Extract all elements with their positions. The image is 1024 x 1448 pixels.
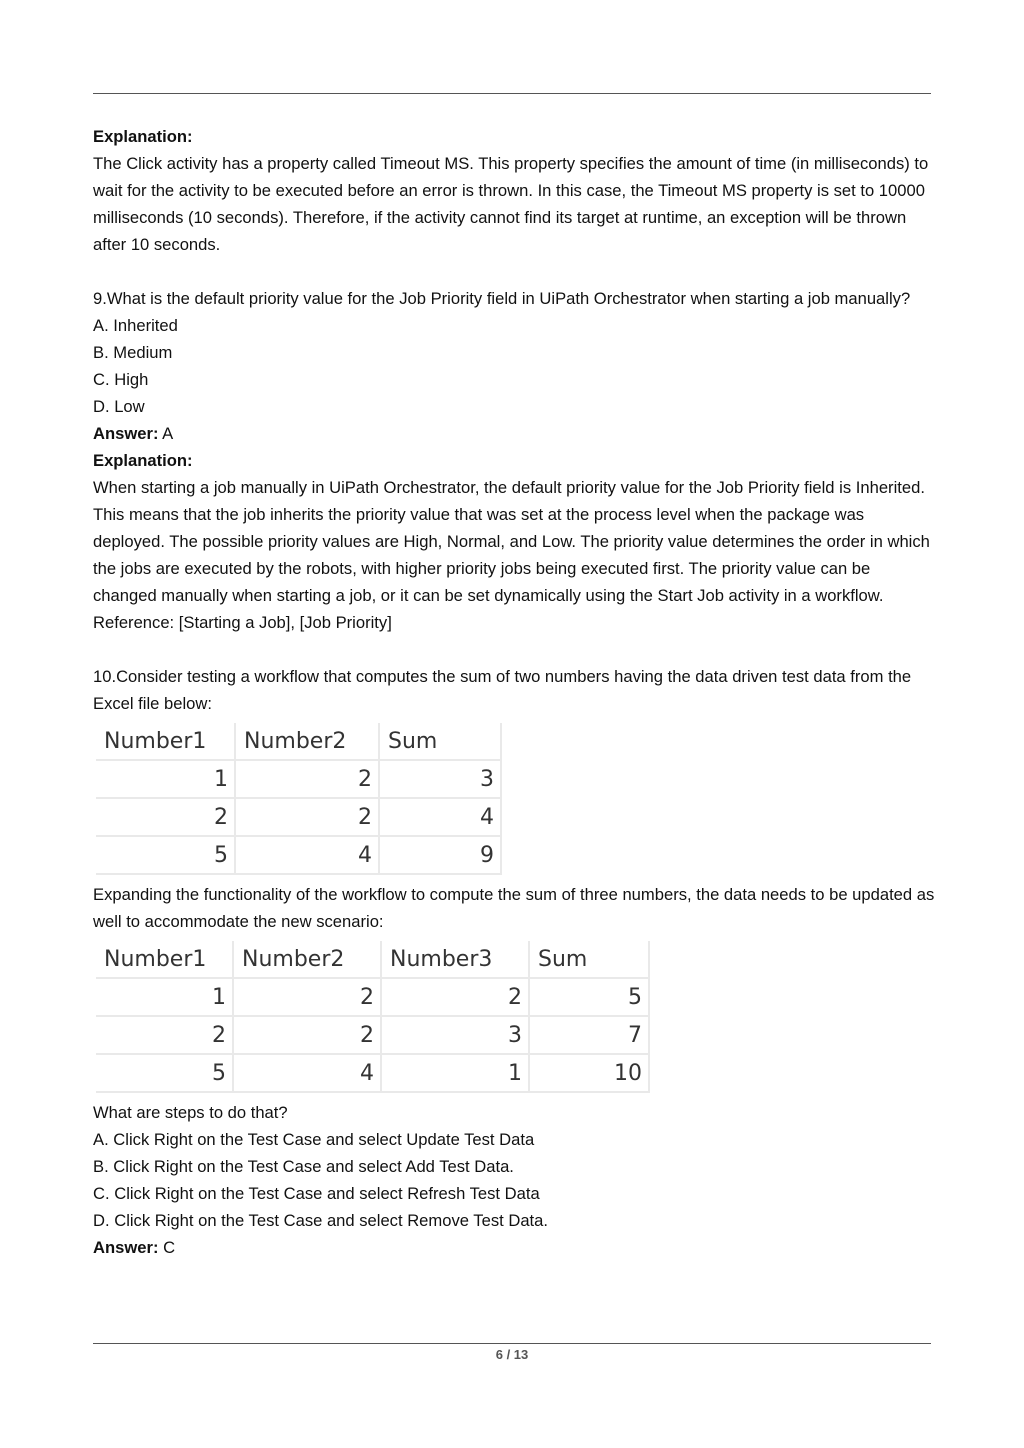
q9-answer	[93, 420, 938, 447]
table-header-cell: Sum	[379, 723, 501, 760]
table-cell: 2	[233, 978, 381, 1016]
header-rule	[93, 93, 931, 94]
table-cell: 4	[233, 1054, 381, 1092]
q9-explanation-label: Explanation:	[93, 451, 193, 470]
table-header-row	[96, 941, 649, 978]
table-row	[96, 760, 501, 798]
excel-table-three-numbers	[96, 941, 650, 1093]
q10-option-b: B. Click Right on the Test Case and select Add Test Data.	[93, 1157, 514, 1176]
question-10-text: 10.Consider testing a workflow that computes the sum of two numbers having the data driven test data from the Excel file below:	[93, 667, 912, 713]
table-header-cell: Number2	[235, 723, 379, 760]
table-header-cell: Number1	[96, 723, 235, 760]
table-cell: 4	[235, 836, 379, 874]
q9-option-d: D. Low	[93, 397, 145, 416]
table-cell: 5	[96, 836, 235, 874]
q10-middle-text: Expanding the functionality of the workflow to compute the sum of three numbers, the data needs to be updated as well to accommodate the new scenario:	[93, 885, 935, 931]
excel-table-two-numbers	[96, 723, 502, 875]
table-cell: 1	[96, 978, 233, 1016]
table-row	[96, 978, 649, 1016]
question-9-text: 9.What is the default priority value for the Job Priority field in UiPath Orchestrator when starting a job manually?	[93, 289, 911, 308]
q9-reference: Reference: [Starting a Job], [Job Priority]	[93, 613, 392, 632]
q10-option-d: D. Click Right on the Test Case and select Remove Test Data.	[93, 1211, 549, 1230]
table-header-row	[96, 723, 501, 760]
table-header-cell: Number2	[233, 941, 381, 978]
explanation-text: The Click activity has a property called Timeout MS. This property specifies the amount of time (in milliseconds) to wait for the activity to be executed before an error is thrown. In this case, the Timeout MS property is set to 10000 milliseconds (10 seconds). Therefore, if the activity cannot find its target at runtime, an exception will be thrown after 10 seconds.	[93, 154, 929, 254]
table-cell: 2	[235, 760, 379, 798]
table-header-cell: Sum	[529, 941, 649, 978]
table-row	[96, 836, 501, 874]
table-row	[96, 798, 501, 836]
q9-explanation-text: When starting a job manually in UiPath Orchestrator, the default priority value for the Job Priority field is Inherited. This means that the job inherits the priority value that was set at the process level when the package was deployed. The possible priority values are High, Normal, and Low. The priority value determines the order in which the jobs are executed by the robots, with higher priority jobs being executed first. The priority value can be changed manually when starting a job, or it can be set dynamically using the Start Job activity in a workflow.	[93, 478, 930, 605]
table-header-cell: Number3	[381, 941, 529, 978]
page-number: 6 / 13	[495, 1347, 529, 1362]
q10-option-c: C. Click Right on the Test Case and select Refresh Test Data	[93, 1184, 540, 1203]
table-cell: 3	[381, 1016, 529, 1054]
table-cell: 5	[529, 978, 649, 1016]
table-row	[96, 1054, 649, 1092]
table-cell: 2	[235, 798, 379, 836]
table-cell: 9	[379, 836, 501, 874]
q10-option-a: A. Click Right on the Test Case and select Update Test Data	[93, 1130, 535, 1149]
q9-option-c: C. High	[93, 370, 149, 389]
page-content	[93, 123, 938, 1261]
table-cell: 1	[96, 760, 235, 798]
table-cell: 1	[381, 1054, 529, 1092]
table-cell: 10	[529, 1054, 649, 1092]
table-cell: 3	[379, 760, 501, 798]
explanation-label: Explanation:	[93, 127, 193, 146]
table-cell: 2	[96, 798, 235, 836]
table-cell: 5	[96, 1054, 233, 1092]
table-cell: 2	[381, 978, 529, 1016]
table-cell: 2	[233, 1016, 381, 1054]
table-header-cell: Number1	[96, 941, 233, 978]
q10-answer-value: C	[158, 1238, 176, 1257]
table-cell: 7	[529, 1016, 649, 1054]
q9-option-b: B. Medium	[93, 343, 173, 362]
q9-answer-label: Answer:	[93, 424, 159, 443]
table-cell: 2	[96, 1016, 233, 1054]
q10-answer	[93, 1234, 938, 1261]
table-cell: 4	[379, 798, 501, 836]
table-row	[96, 1016, 649, 1054]
q9-option-a: A. Inherited	[93, 316, 178, 335]
footer-rule	[93, 1343, 931, 1344]
q10-steps-question: What are steps to do that?	[93, 1103, 288, 1122]
q9-answer-value: A	[158, 424, 174, 443]
q10-answer-label: Answer:	[93, 1238, 159, 1257]
